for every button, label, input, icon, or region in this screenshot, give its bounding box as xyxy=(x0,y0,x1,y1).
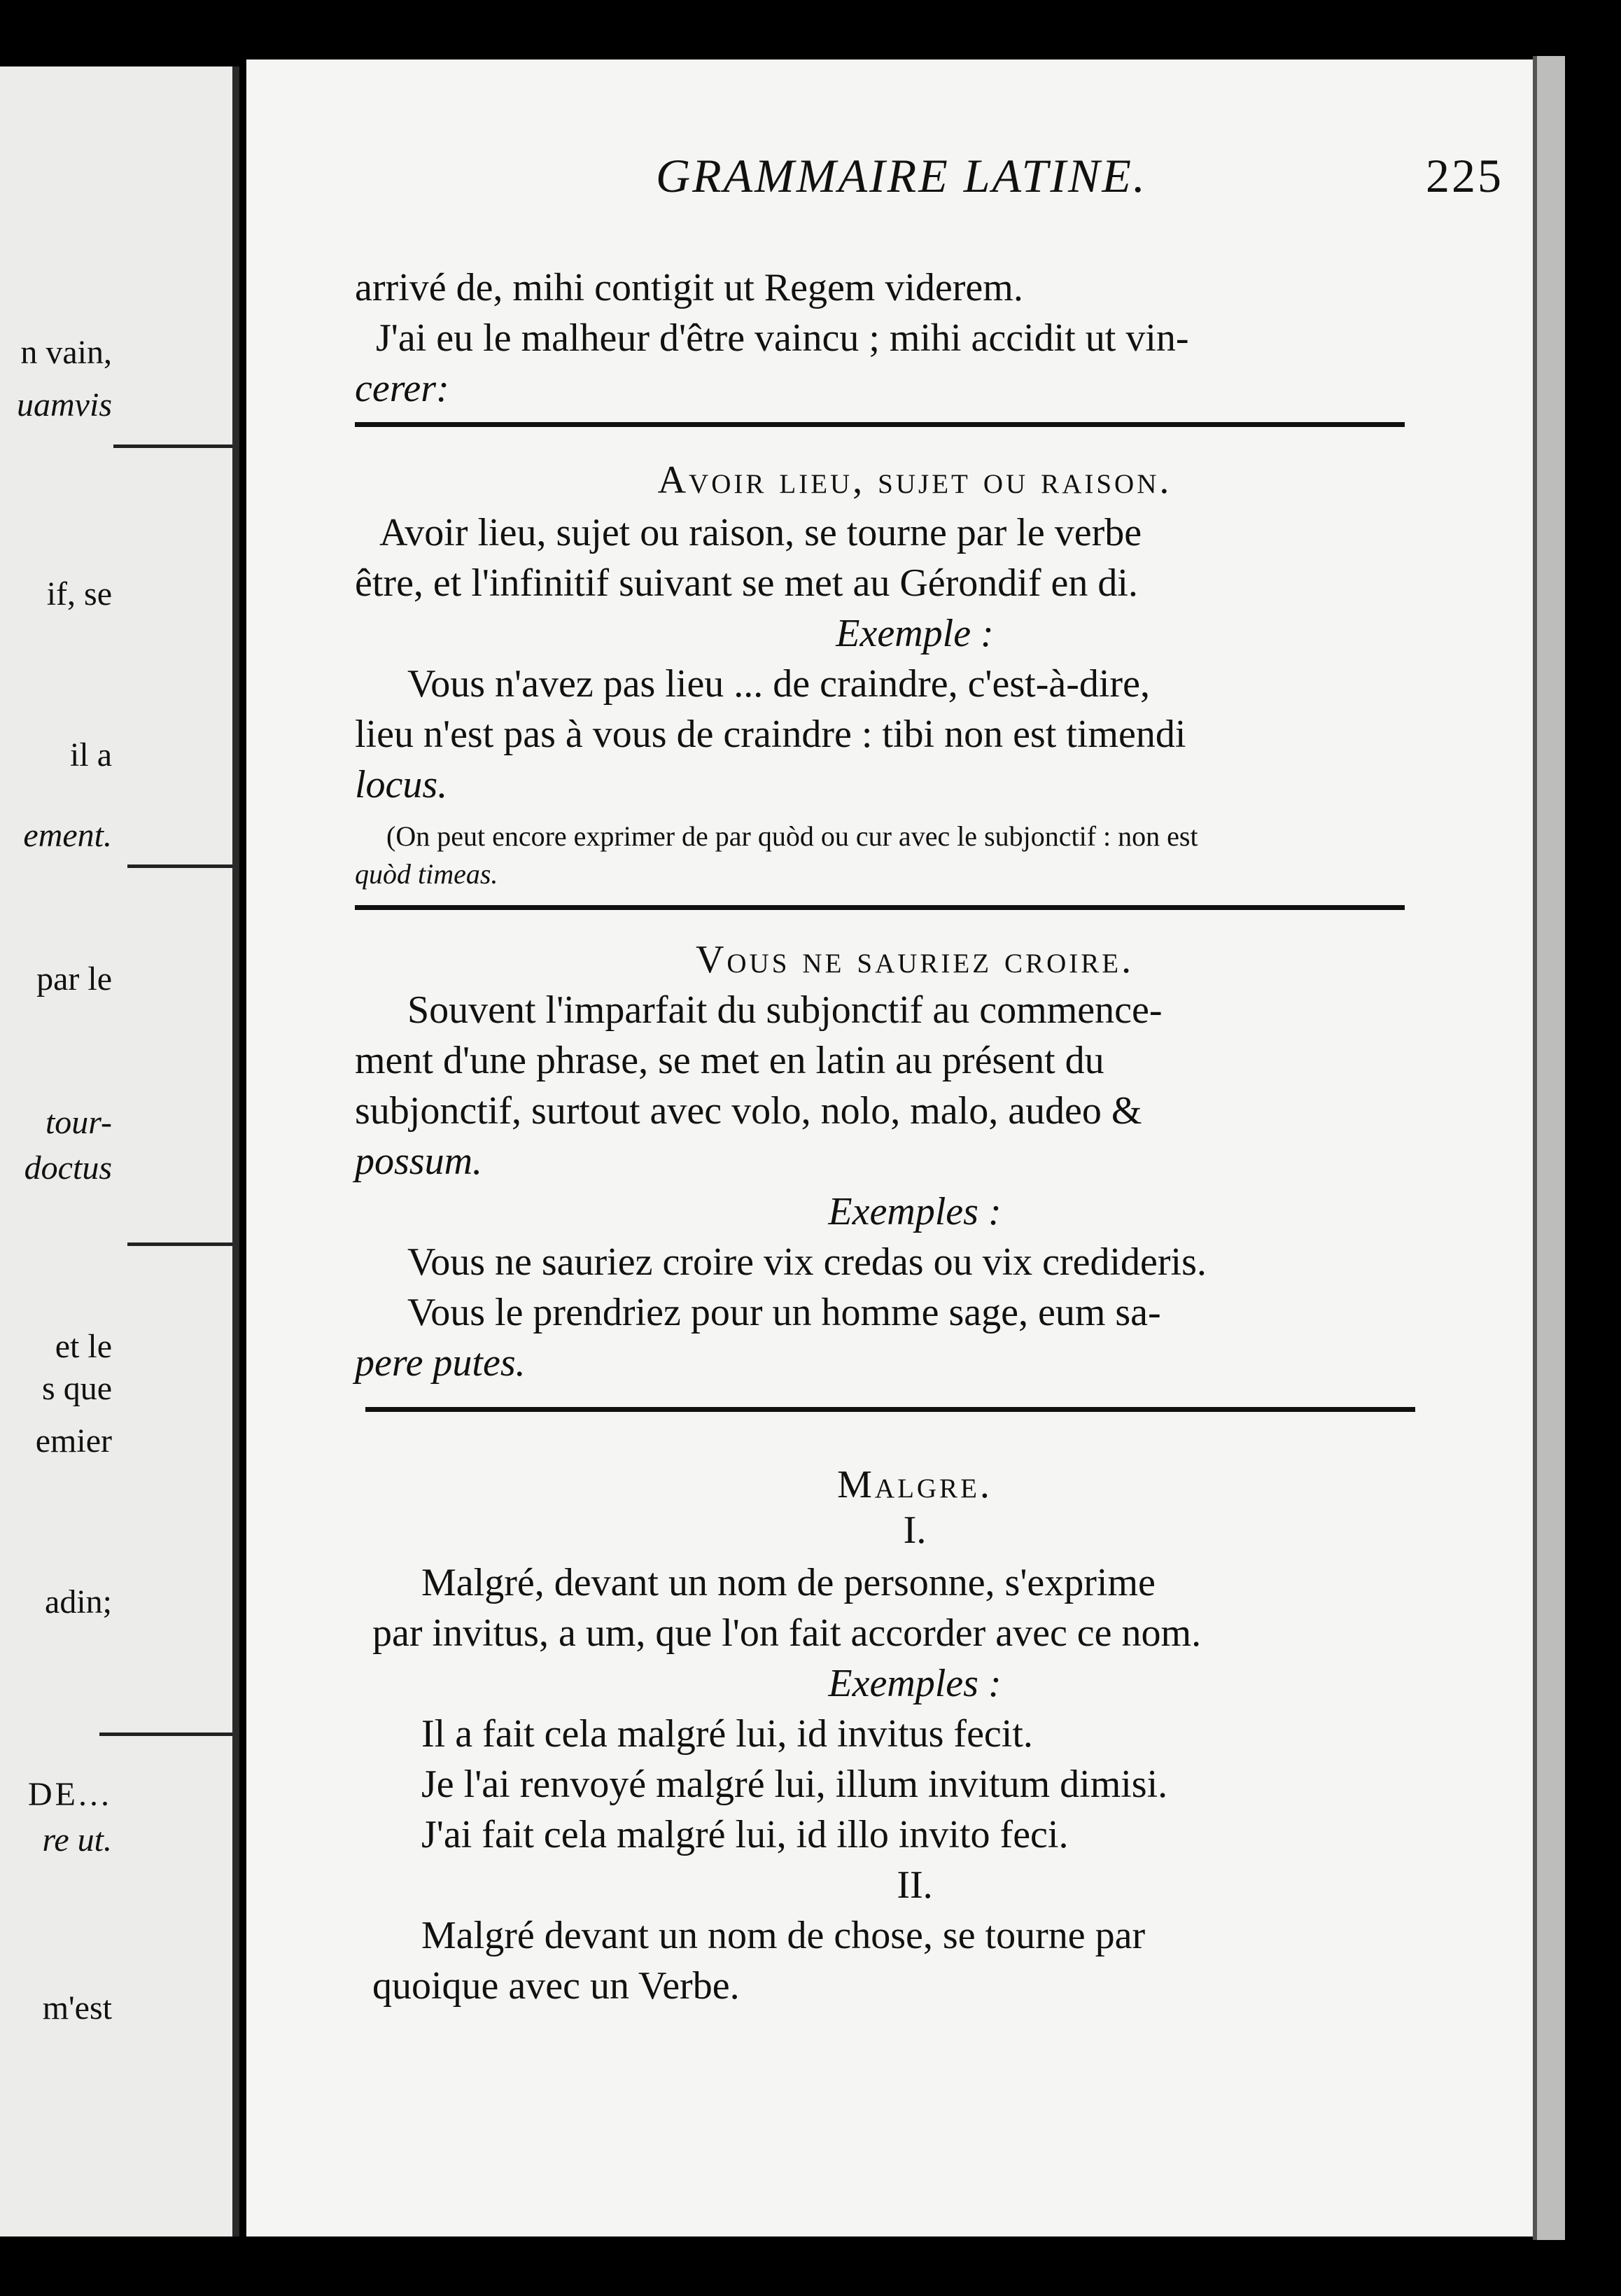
roman-numeral: II. xyxy=(897,1863,933,1907)
left-fragment: et le xyxy=(55,1328,112,1365)
text-line: pere putes. xyxy=(355,1341,526,1385)
text-line: possum. xyxy=(355,1140,483,1183)
text-line: Il a fait cela malgré lui, id invitus fecit. xyxy=(421,1712,1033,1756)
section-heading: Malgre. xyxy=(837,1463,992,1506)
section-rule xyxy=(365,1407,1415,1412)
left-fragment: re ut. xyxy=(42,1821,112,1858)
text-line: par invitus, a um, que l'on fait accorder avec ce nom. xyxy=(372,1611,1202,1655)
example-label: Exemple : xyxy=(836,612,994,655)
text-line: quoique avec un Verbe. xyxy=(372,1964,740,2008)
right-page xyxy=(246,59,1533,2236)
text-line: lieu n'est pas à vous de craindre : tibi non est timendi xyxy=(355,713,1186,756)
example-label: Exemples : xyxy=(828,1662,1002,1705)
text-line: Malgré, devant un nom de personne, s'exprime xyxy=(421,1561,1156,1604)
left-fragment: ement. xyxy=(23,817,112,854)
left-rule xyxy=(99,1732,232,1736)
left-fragment: if, se xyxy=(46,575,112,612)
left-fragment: par le xyxy=(36,960,112,997)
text-line: Souvent l'imparfait du subjonctif au commence- xyxy=(407,988,1163,1032)
text-line: Avoir lieu, sujet ou raison, se tourne par le verbe xyxy=(379,511,1142,554)
note-line: (On peut encore exprimer de par quòd ou cur avec le subjonctif : non est xyxy=(386,820,1198,852)
left-page xyxy=(0,66,232,2236)
left-rule xyxy=(113,444,232,448)
text-line: J'ai fait cela malgré lui, id illo invito feci. xyxy=(421,1813,1069,1856)
section-heading: Avoir lieu, sujet ou raison. xyxy=(657,458,1172,502)
left-fragment: doctus xyxy=(24,1149,112,1186)
section-rule xyxy=(355,905,1405,910)
section-rule xyxy=(355,422,1405,427)
left-fragment: il a xyxy=(70,736,112,774)
left-fragment: s que xyxy=(42,1370,112,1407)
note-line: quòd timeas. xyxy=(355,858,498,890)
page-edge xyxy=(1533,56,1565,2240)
text-line: Vous n'avez pas lieu ... de craindre, c'est-à-dire, xyxy=(407,662,1150,706)
example-label: Exemples : xyxy=(828,1190,1002,1233)
page-number: 225 xyxy=(1426,149,1503,202)
text-line: Vous le prendriez pour un homme sage, eum sa- xyxy=(407,1291,1161,1334)
left-fragment: m'est xyxy=(42,1989,112,2026)
text-line: J'ai eu le malheur d'être vaincu ; mihi accidit ut vin- xyxy=(376,316,1189,360)
gutter xyxy=(232,66,239,2236)
left-fragment: DE... xyxy=(28,1776,112,1813)
text-line: cerer: xyxy=(355,367,449,410)
text-line: Je l'ai renvoyé malgré lui, illum invitum dimisi. xyxy=(421,1763,1168,1806)
text-line: locus. xyxy=(355,763,448,806)
roman-numeral: I. xyxy=(903,1508,927,1552)
left-rule xyxy=(127,1242,232,1246)
text-line: arrivé de, mihi contigit ut Regem viderem. xyxy=(355,266,1023,309)
text-line: Vous ne sauriez croire vix credas ou vix credideris. xyxy=(407,1240,1207,1284)
text-line: Malgré devant un nom de chose, se tourne par xyxy=(421,1914,1146,1957)
text-line: ment d'une phrase, se met en latin au présent du xyxy=(355,1039,1104,1082)
left-fragment: adin; xyxy=(45,1583,112,1620)
text-line: subjonctif, surtout avec volo, nolo, malo, audeo & xyxy=(355,1089,1142,1133)
left-fragment: n vain, xyxy=(20,334,112,371)
text-line: être, et l'infinitif suivant se met au Gérondif en di. xyxy=(355,561,1138,605)
left-rule xyxy=(127,864,232,868)
left-fragment: emier xyxy=(35,1422,112,1460)
left-fragment: tour- xyxy=(45,1104,112,1141)
running-header-title: GRAMMAIRE LATINE. xyxy=(656,149,1147,202)
left-fragment: uamvis xyxy=(17,386,112,424)
section-heading: Vous ne sauriez croire. xyxy=(695,938,1135,981)
